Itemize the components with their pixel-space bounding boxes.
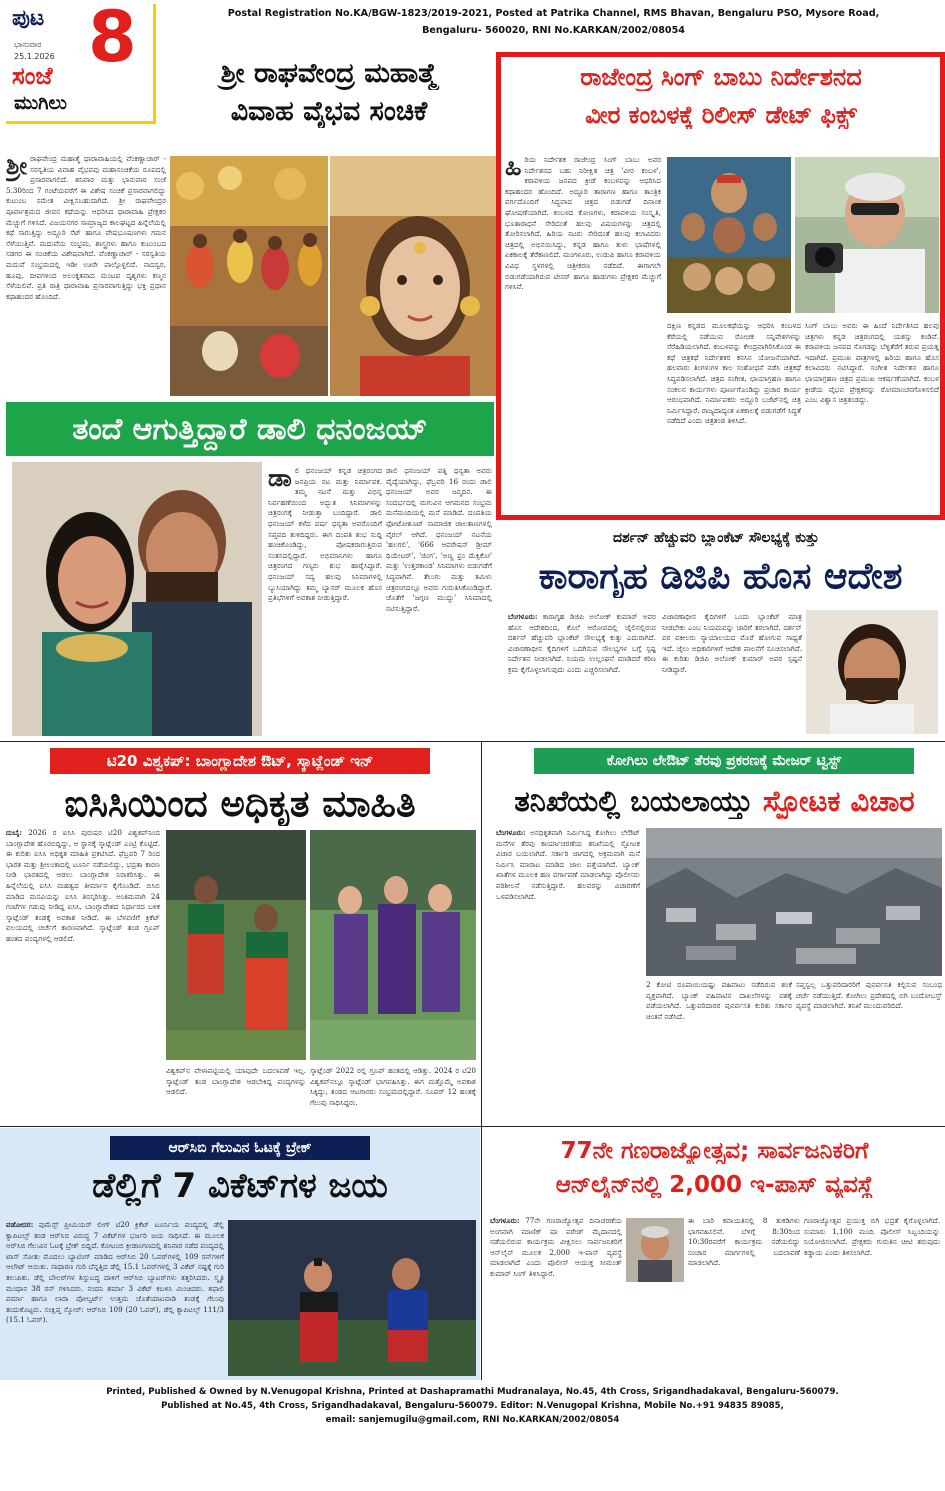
rcb-players-photo (228, 1220, 476, 1376)
dhananjay-headline-band (6, 402, 494, 456)
masthead-title-sanje: ಸಂಜೆ (12, 62, 53, 90)
dhananjay-couple-photo (12, 462, 262, 736)
story-jail (496, 520, 945, 740)
republic-body-col2: ಈ ಬಾರಿ ಕವಾಯತಿನಲ್ಲಿ 8 ತುಕಡಿಗಳು ಭಾಗವಹಿಸಲಿವೆ. ಬೆಳಿಗ್ಗೆ 8:30ರಿಂದ 10:30ರವರೆಗೆ ಕಾರ್ಯಕ್ರಮ ನಡೆಯಲಿದ್ದು ಸಂಚಾರ ಮಾರ್ಗಗಳಲ್ಲಿ ಬದಲಾವಣೆ ಮಾಡಲಾಗಿದೆ. (688, 1216, 800, 1268)
registration-line-1: Postal Registration No.KA/BGW-1823/2019-2021, Posted at Patrika Channel, RMS Bhavan, Bengaluru PSO, Mysore Road, (227, 8, 880, 19)
story-icc (0, 740, 480, 1128)
masthead-title-mugilu: ಮುಗಿಲು (14, 92, 67, 114)
kambala-body-col2: ದಕ್ಷಿಣ ಕನ್ನಡದ ಮೂಲಕಥೆಯನ್ನು ಆಧರಿಸಿ ಕಂಬಳದ ಕೆರೆಯಲ್ಲಿ ನಡೆಯುವ ರೋಚಕ ಸನ್ನಿವೇಶಗಳನ್ನು ಸೆರೆಹಿಡಿಯಲಾಗಿದೆ. ಕಂಬಳವನ್ನು ಕೇಂದ್ರವಾಗಿರಿಸಿಕೊಂಡ ಈ ಕಥೆ ಚಿತ್ರಕಥೆ ನಿರ್ದೇಶಕರ ಕನಸಿನ ಯೋಜನೆಯಾಗಿದೆ. ಹಲವಾರು ತಿಂಗಳುಗಳ ಕಾಲ ಸಂಶೋಧನೆ ನಡೆಸಿ ಚಿತ್ರಕಥೆ ಸಿದ್ಧಪಡಿಸಲಾಗಿದೆ. ಚಿತ್ರದ ಸಂಗೀತ, ಛಾಯಾಗ್ರಹಣ ಹಾಗೂ ಸಂಕಲನ ಕಾರ್ಯಗಳು ಪೂರ್ಣಗೊಂಡಿದ್ದು ಪ್ರಚಾರ ಕಾರ್ಯ ಆರಂಭವಾಗಿದೆ. ನಿರ್ಮಾಪಕರು ಅದ್ದೂರಿ ಬಜೆಟ್‌ನಲ್ಲಿ ಚಿತ್ರ ನಿರ್ಮಿಸಿದ್ದಾರೆ. ರಾಜ್ಯದಾದ್ಯಂತ ಏಕಕಾಲಕ್ಕೆ ಬಿಡುಗಡೆಗೆ ಸಿದ್ಧತೆ ನಡೆದಿದೆ ಎಂದು ಚಿತ್ರತಂಡ ತಿಳಿಸಿದೆ. (667, 321, 801, 426)
story-blast (484, 740, 945, 1128)
wedding-drop-cap: ಶ್ರೀ (6, 154, 28, 180)
kambala-director-photo (795, 157, 939, 313)
jail-darshan-photo (806, 610, 938, 734)
icc-body-col1-text: 2026 ರ ಐಸಿಸಿ ಪುರುಷರ ಟಿ20 ವಿಶ್ವಕಪ್‌ನಿಂದ ಬಾಂಗ್ಲಾದೇಶ ಹೊರಬಿದ್ದಿದ್ದು, ಆ ಸ್ಥಾನಕ್ಕೆ ಸ್ಕಾಟ್ಲೆಂಡ್ ಎಂಟ್ರಿ ಕೊಟ್ಟಿದೆ. ಈ ಕುರಿತು ಐಸಿಸಿ ಅಧಿಕೃತ ಮಾಹಿತಿ ಪ್ರಕಟಿಸಿದೆ. ಫೆಬ್ರವರಿ 7 ರಿಂದ ಭಾರತ ಮತ್ತು ಶ್ರೀಲಂಕಾದಲ್ಲಿ ಟೂರ್ನಿ ನಡೆಯಲಿದ್ದು, ಭದ್ರತಾ ಕಾರಣ ನೀಡಿ ಭಾರತದಲ್ಲಿ ಆಡಲು ಬಾಂಗ್ಲಾದೇಶ ನಿರಾಕರಿಸಿತ್ತು. ಈ ಹಿನ್ನೆಲೆಯಲ್ಲಿ ಐಸಿಸಿ ಮಹತ್ವದ ತೀರ್ಮಾನ ಕೈಗೊಂಡಿದೆ. ಬಿಸಿಬಿ ಮಾಡಿದ ಮನವಿಯನ್ನು ಐಸಿಸಿ ತಿರಸ್ಕರಿಸಿತ್ತು. ಅಂತಿಮವಾಗಿ 24 ಗಂಟೆಗಳ ಗಡುವು ನೀಡಿದ್ದ ಐಸಿಸಿ, ಬಾಂಗ್ಲಾದೇಶದ ನಿರ್ಧಾರದ ಬಳಿಕ ಸ್ಕಾಟ್ಲೆಂಡ್ ತಂಡಕ್ಕೆ ಅವಕಾಶ ನೀಡಿದೆ. ಈ ಬೆಳವಣಿಗೆ ಕ್ರಿಕೆಟ್ ವಲಯದಲ್ಲಿ ಚರ್ಚೆಗೆ ಕಾರಣವಾಗಿದೆ. ಸ್ಕಾಟ್ಲೆಂಡ್ ತಂಡ ಗ್ರೂಪ್ ಹಂತದ ಪಂದ್ಯಗಳಲ್ಲಿ ಆಡಲಿದೆ. (6, 828, 160, 943)
wedding-bride-photo (330, 156, 496, 396)
icc-body-col1 (6, 828, 160, 1124)
blast-rubble-photo (646, 828, 942, 976)
dhananjay-drop-cap: ಡಾ (268, 466, 292, 492)
republic-body-col1 (490, 1216, 622, 1376)
icc-body-col2: ವಿಶ್ವಕಪ್‌ನ ವೇಳಾಪಟ್ಟಿಯಲ್ಲಿ ಯಾವುದೇ ಬದಲಾವಣೆ ಇಲ್ಲ. ಸ್ಕಾಟ್ಲೆಂಡ್ ತಂಡ ಬಾಂಗ್ಲಾದೇಶ ಆಡಬೇಕಿದ್ದ ಪಂದ್ಯಗಳನ್ನು ಆಡಲಿದೆ. (166, 1066, 306, 1097)
jail-headline: ಕಾರಾಗೃಹ ಡಿಜಿಪಿ ಹೊಸ ಆದೇಶ (538, 556, 903, 597)
blast-kicker-band (534, 748, 914, 774)
divider-mid-column-lower (481, 742, 482, 1380)
wedding-headline-1: ಶ್ರೀ ರಾಘವೇಂದ್ರ ಮಹಾತ್ಮೆ (220, 58, 438, 89)
blast-body-col2: 2 ಕೋಟಿ ರೂಪಾಯಿಯಷ್ಟು ವಹಿವಾಟು ನಡೆದಿರುವ ಶಂಕೆ ವ್ಯಕ್ತವಾಗಿದೆ. ಬ್ಯಾಂಕ್ ವಹಿವಾಟಿನ ದಾಖಲೆಗಳನ್ನು ವಶಕ್ಕೆ ಪಡೆಯಲಾಗಿದೆ. ಒತ್ತುವರಿದಾರರ ಪುನರ್ವಸತಿ ಕುರಿತು ಸರ್ಕಾರ ಚಿಂತನೆ ನಡೆಸಿದೆ. (646, 980, 792, 1021)
page-number: 8 (88, 0, 137, 78)
dhananjay-body-col1 (268, 466, 382, 736)
rcb-kicker-band (110, 1136, 370, 1160)
blast-body-col1-text: ಅನಧಿಕೃತವಾಗಿ ನಿರ್ಮಿಸಿದ್ದ ಕೋಗಿಲು ಲೇಔಟ್ ಮನೆಗಳ ತೆರವು ಕಾರ್ಯಾಚರಣೆಯ ತನಿಖೆಯಲ್ಲಿ ಸ್ಫೋಟಕ ವಿಚಾರ ಬಯಲಾಗಿದೆ. ಸರ್ಕಾರಿ ಜಾಗದಲ್ಲಿ ಅಕ್ರಮವಾಗಿ ಮನೆ ನಿರ್ಮಿಸಿ ಮಾರಾಟ ಮಾಡಿದ ಜಾಲ ಪತ್ತೆಯಾಗಿದೆ. ಬ್ಯಾಂಕ್ ಖಾತೆಗಳ ಮೂಲಕ ಹಣ ವರ್ಗಾವಣೆ ಮಾಡಲಾಗಿದ್ದು ಪೊಲೀಸರು ಪರಿಶೀಲನೆ ನಡೆಸುತ್ತಿದ್ದಾರೆ. ಹಲವರನ್ನು ವಿಚಾರಣೆಗೆ ಒಳಪಡಿಸಲಾಗಿದೆ. (496, 828, 640, 901)
rcb-kicker: ಆರ್‌ಸಿಬಿ ಗೆಲುವಿನ ಓಟಕ್ಕೆ ಬ್ರೇಕ್ (168, 1140, 312, 1156)
issue-day: ಭಾನುವಾರ (14, 40, 42, 49)
story-kambala (496, 52, 945, 520)
jail-body-col2: ವಿಚಾರಣಾಧೀನ ಕೈದಿಗಳಿಗೆ ಒಂದು ಬ್ಲಾಂಕೆಟ್ ಮಾತ್ರ ನೀಡಬೇಕು ಎಂಬ ನಿಯಮವನ್ನು ಜಾರಿಗೆ ತರಲಾಗಿದೆ. ದರ್ಶನ್ ಪರ ವಕೀಲರು ನ್ಯಾಯಾಲಯದ ಮೊರೆ ಹೋಗುವ ಸಾಧ್ಯತೆ ಇದೆ. ಜೈಲು ಅಧಿಕಾರಿಗಳಿಗೆ ಆದೇಶ ಪಾಲನೆಗೆ ಸೂಚಿಸಲಾಗಿದೆ. ಈ ಕುರಿತು ಡಿಜಿಪಿ ಅಲೋಕ್ ಕುಮಾರ್ ಅವರ ಸ್ಪಷ್ಟನೆ ನೀಡಿದ್ದಾರೆ. (662, 612, 802, 674)
republic-headline-2: ಆನ್‌ಲೈನ್‌ನಲ್ಲಿ 2,000 ಇ-ಪಾಸ್ ವ್ಯವಸ್ಥೆ (555, 1172, 874, 1198)
wedding-headline-2: ವಿವಾಹ ವೈಭವ ಸಂಚಿಕೆ (230, 96, 428, 127)
divider-above-icc (0, 741, 945, 742)
wedding-ceremony-photo (170, 156, 328, 396)
blast-body-col1 (496, 828, 640, 1124)
republic-body-col1-text: 77ನೇ ಗಣರಾಜ್ಯೋತ್ಸವ ದಿನಾಚರಣೆಯ ಅಂಗವಾಗಿ ಮಾಣಿಕ್ ಷಾ ಪರೇಡ್ ಮೈದಾನದಲ್ಲಿ ನಡೆಯಲಿರುವ ಕಾರ್ಯಕ್ರಮ ವೀಕ್ಷಿಸಲು ಸಾರ್ವಜನಿಕರಿಗೆ ಆನ್‌ಲೈನ್ ಮೂಲಕ 2,000 ಇ-ಪಾಸ್ ವ್ಯವಸ್ಥೆ ಮಾಡಲಾಗಿದೆ ಎಂದು ಪೊಲೀಸ್ ಆಯುಕ್ತ ಸೀಮಂತ್ ಕುಮಾರ್ ಸಿಂಗ್ ತಿಳಿಸಿದ್ದಾರೆ. (490, 1216, 622, 1278)
wedding-body-text: ರಾಘವೇಂದ್ರ ಮಹಾತ್ಮೆ ಧಾರಾವಾಹಿಯಲ್ಲಿ ವೆಂಕಣ್ಣಾಚಾರ್ - ಸರಸ್ವತಿಯ ವಿವಾಹ ವೈಭವವು ಮಹಾಸಂಚಿಕೆಯ ರೂಪದಲ್ಲಿ ಪ್ರಸಾರವಾಗಲಿದೆ. ಶನಿವಾರ ಮತ್ತು ಭಾನುವಾರ ಸಂಜೆ 5.30ರಿಂದ 7 ಗಂಟೆಯವರೆಗೆ ಈ ವಿಶೇಷ ಸಂಚಿಕೆ ಪ್ರಸಾರವಾಗಲಿದ್ದು ಕುಟುಂಬ ಸಮೇತ ವೀಕ್ಷಿಸಬಹುದಾಗಿದೆ. ಶ್ರೀ ರಾಘವೇಂದ್ರರ ಪೂರ್ವಾಶ್ರಮದ ಜೀವನ ಕಥೆಯನ್ನು ಆಧರಿಸಿದ ಧಾರಾವಾಹಿ ಪ್ರೇಕ್ಷಕರ ಮೆಚ್ಚುಗೆ ಗಳಿಸಿದೆ. ವಿಜಯನಗರ ಸಾಮ್ರಾಜ್ಯದ ಕಾಲಘಟ್ಟದ ಹಿನ್ನೆಲೆಯಲ್ಲಿ ಕಥೆ ಸಾಗುತ್ತಿದ್ದು ಅದ್ದೂರಿ ಸೆಟ್ ಹಾಗೂ ವೇಷಭೂಷಣಗಳು ಗಮನ ಸೆಳೆಯುತ್ತಿವೆ. ಮದುವೆಯ ಸಂಭ್ರಮ, ಶಾಸ್ತ್ರಗಳು ಹಾಗೂ ಕುಟುಂಬದ ಸಡಗರ ಈ ಸಂಚಿಕೆಯ ವಿಶೇಷವಾಗಿದೆ. ವೆಂಕಣ್ಣಾಚಾರ್ - ಸರಸ್ವತಿಯ ಮದುವೆ ಸಂಭ್ರಮದಲ್ಲಿ ಇಡೀ ಊರೇ ಪಾಲ್ಗೊಳ್ಳಲಿದೆ. ನಾದಸ್ವರ, ಹೂವು, ದೀಪಗಳಿಂದ ಅಲಂಕೃತವಾದ ಮಂಟಪ ದೃಶ್ಯಗಳು ಕಣ್ಮನ ಸೆಳೆಯಲಿವೆ. ಪ್ರತಿ ರಾತ್ರಿ ಧಾರಾವಾಹಿ ಪ್ರಸಾರವಾಗುತ್ತಿದ್ದು ಭಕ್ತಿ ಪ್ರಧಾನ ಕಥಾಹಂದರ ಹೊಂದಿದೆ. (6, 154, 166, 301)
dhananjay-body-col2: ಡಾಲಿ ಧನಂಜಯ್ ಪತ್ನಿ ಧನ್ಯತಾ ಅವರು ವೈದ್ಯೆಯಾಗಿದ್ದು, ಫೆಬ್ರವರಿ 16 ರಂದು ಡಾಲಿ ಧನಂಜಯ್ ಅವರ ಜನ್ಮದಿನ. ಈ ಸಂದರ್ಭದಲ್ಲಿ ಮಗುವಿನ ಆಗಮನದ ಸಂಭ್ರಮ ಮನೆಮಂದಿಯಲ್ಲಿ ಮನೆ ಮಾಡಿದೆ. ದಂಪತಿಯ ಫೋಟೋಶೂಟ್ ಸಾಮಾಜಿಕ ಜಾಲತಾಣಗಳಲ್ಲಿ ವೈರಲ್ ಆಗಿದೆ. ಧನಂಜಯ್ ನಟನೆಯ 'ಹಲಗಲಿ', '666 ಆಪರೇಷನ್ ಡ್ರೀಮ್ ಥಿಯೇಟರ್', 'ಜಿಂಗ', 'ಅಣ್ಣ ಫ್ರಂ ಮೆಕ್ಸಿಕೋ' ಮತ್ತು 'ಉತ್ತರಕಾಂಡ' ಸಿನಿಮಾಗಳು ಬಿಡುಗಡೆಗೆ ಸಿದ್ಧವಾಗಿವೆ. ತೆಲುಗು ಮತ್ತು ತಮಿಳು ಚಿತ್ರರಂಗದಲ್ಲೂ ಅವರು ಗುರುತಿಸಿಕೊಂಡಿದ್ದಾರೆ. ಜೊತೆಗೆ 'ಜಗ್ಗಣ ಮುದ್ದು' ಸಿನಿಮಾದಲ್ಲಿ ನಟಿಸುತ್ತಿದ್ದಾರೆ. (386, 466, 492, 613)
icc-bangladesh-photo (166, 830, 306, 1060)
story-wedding (0, 52, 496, 400)
jail-body-col1 (508, 612, 656, 736)
rcb-body (6, 1220, 224, 1376)
kambala-poster-photo (667, 157, 791, 313)
icc-scotland-photo (310, 830, 476, 1060)
kambala-drop-cap: ಹಿ (505, 155, 522, 181)
icc-dateline: ದುಬೈ: (6, 828, 22, 837)
rcb-headline: ಡೆಲ್ಲಿಗೆ 7 ವಿಕೆಟ್‌ಗಳ ಜಯ (92, 1166, 388, 1206)
registration-line-2: Bengaluru- 560020, RNI No.KARKAN/2002/08054 (422, 25, 685, 36)
wedding-body (6, 154, 166, 400)
kambala-body-col1 (505, 155, 661, 321)
icc-headline: ಐಸಿಸಿಯಿಂದ ಅಧಿಕೃತ ಮಾಹಿತಿ (64, 782, 416, 825)
blast-body-col3: ಸಪ್ತಸ್ವಲ್ಪ ಒತ್ತುವರಿದಾರರಿಗೆ ಪುನರ್ವಸತಿ ಕಲ್ಪಿಸುವ ಸಂಬಂಧ ಚರ್ಚೆ ನಡೆಯುತ್ತಿದೆ. ಕೋಗಿಲು ಪ್ರದೇಶದಲ್ಲಿ ಬಿಗಿ ಬಂದೋಬಸ್ತ್ ವ್ಯವಸ್ಥೆ ಮಾಡಲಾಗಿದೆ. ತನಿಖೆ ಮುಂದುವರಿದಿದೆ. (796, 980, 942, 1011)
jail-kicker-band (556, 526, 876, 550)
dhananjay-headline: ತಂದೆ ಆಗುತ್ತಿದ್ದಾರೆ ಡಾಲಿ ಧನಂಜಯ್ (72, 411, 428, 447)
icc-body-col3: ಸ್ಕಾಟ್ಲೆಂಡ್ 2022 ರಲ್ಲಿ ಗ್ರೂಪ್ ಹಂತದಲ್ಲಿ ಆಡಿತ್ತು. 2024 ರ ಟಿ20 ವಿಶ್ವಕಪ್‌ನಲ್ಲೂ ಸ್ಕಾಟ್ಲೆಂಡ್ ಭಾಗವಹಿಸಿತ್ತು. ಈಗ ಮತ್ತೊಮ್ಮೆ ಅವಕಾಶ ಸಿಕ್ಕಿದ್ದು, ತಂಡದ ಆಟಗಾರರು ಸಂಭ್ರಮದಲ್ಲಿದ್ದಾರೆ. ಸೂಪರ್ 12 ಹಂತಕ್ಕೆ ಗೆಲುವು ಸಾಧಿಸಿದ್ದರು. (310, 1066, 476, 1107)
story-republic (484, 1128, 945, 1380)
footer (0, 1382, 945, 1491)
blast-kicker: ಕೋಗಿಲು ಲೇಔಟ್ ತೆರವು ಪ್ರಕರಣಕ್ಕೆ ಮೇಜರ್ ಟ್ವಿಸ್ಟ್ (606, 753, 842, 769)
story-rcb (0, 1128, 480, 1380)
kambala-body-col1-text: ರಿಯ ನಿರ್ದೇಶಕ ರಾಜೇಂದ್ರ ಸಿಂಗ್ ಬಾಬು ಅವರ ನಿರ್ದೇಶನದ ಬಹು ನಿರೀಕ್ಷಿತ ಚಿತ್ರ 'ವೀರ ಕಂಬಳ', ಕರಾವಳಿಯ ಜನಪದ ಕ್ರೀಡೆ ಕಂಬಳವನ್ನು ಆಧರಿಸಿದ ಕಥಾಹಂದರ ಹೊಂದಿದೆ. ಅದ್ದೂರಿ ತಾರಾಗಣ ಹಾಗೂ ತಾಂತ್ರಿಕ ವರ್ಗದೊಂದಿಗೆ ಸಿದ್ಧವಾದ ಚಿತ್ರದ ಬಿಡುಗಡೆ ದಿನಾಂಕ ಘೋಷಣೆಯಾಗಿದೆ. ಕಂಬಳದ ಕೋಣಗಳು, ಕರಾವಳಿಯ ಸಂಸ್ಕೃತಿ, ಭೂತಾರಾಧನೆ ಸೇರಿದಂತೆ ಹಲವು ವಿಷಯಗಳನ್ನು ಚಿತ್ರದಲ್ಲಿ ತೋರಿಸಲಾಗಿದೆ. ಹಿರಿಯ ನಟರು ಸೇರಿದಂತೆ ಹಲವು ಕಲಾವಿದರು ಚಿತ್ರದಲ್ಲಿ ಅಭಿನಯಿಸಿದ್ದು, ಕನ್ನಡ ಹಾಗೂ ತುಳು ಭಾಷೆಗಳಲ್ಲಿ ಏಕಕಾಲಕ್ಕೆ ತೆರೆಕಾಣಲಿದೆ. ಮಂಗಳೂರು, ಉಡುಪಿ ಹಾಗೂ ಕರಾವಳಿಯ ವಿವಿಧ ಸ್ಥಳಗಳಲ್ಲಿ ಚಿತ್ರೀಕರಣ ನಡೆದಿದೆ. ಈಗಾಗಲೇ ಬಿಡುಗಡೆಯಾಗಿರುವ ಟೀಸರ್ ಹಾಗೂ ಹಾಡುಗಳು ಪ್ರೇಕ್ಷಕರ ಮೆಚ್ಚುಗೆ ಗಳಿಸಿವೆ. (505, 155, 661, 292)
story-dhananjay (0, 400, 496, 740)
divider-under-icc-blast (0, 1126, 945, 1127)
republic-headline-1: 77ನೇ ಗಣರಾಜ್ಯೋತ್ಸವ; ಸಾರ್ವಜನಿಕರಿಗೆ (560, 1138, 869, 1164)
blast-headline (488, 784, 941, 819)
blast-headline-part1: ತನಿಖೆಯಲ್ಲಿ ಬಯಲಾಯ್ತು (514, 784, 753, 818)
jail-dateline: ಬೆಂಗಳೂರು: (508, 612, 538, 621)
footer-line-3: email: sanjemugilu@gmail.com, RNI No.KARKAN/2002/08054 (325, 1415, 620, 1425)
dhananjay-body-col1-text: ಲಿ ಧನಂಜಯ್ ಕನ್ನಡ ಚಿತ್ರರಂಗದ ಜನಪ್ರಿಯ ನಟ ಮತ್ತು ನಿರ್ಮಾಪಕ. ತಮ್ಮ ನಟನೆ ಮತ್ತು ವಿಭಿನ್ನ ನಿರ್ವಹಣೆಯಿಂದ ಅದ್ಭುತ ಸಿನಿಮಾಗಳನ್ನು ಚಿತ್ರರಂಗಕ್ಕೆ ನೀಡುತ್ತಾ ಬಂದಿದ್ದಾರೆ. ಡಾಲಿ ಧನಂಜಯ್ ಕಳೆದ ವರ್ಷ ಧನ್ಯತಾ ಅವರೊಂದಿಗೆ ಸಪ್ತಪದಿ ತುಳಿದಿದ್ದರು. ಈಗ ದಂಪತಿ ಶುಭ ಸುದ್ದಿ ಹಂಚಿಕೊಂಡಿದ್ದು, ಪೋಷಕರಾಗುತ್ತಿರುವ ಸಂತಸದಲ್ಲಿದ್ದಾರೆ. ಅಭಿಮಾನಿಗಳು ಹಾಗೂ ಚಿತ್ರರಂಗದ ಗಣ್ಯರು ಶುಭ ಹಾರೈಸಿದ್ದಾರೆ. ಧನಂಜಯ್ ಸದ್ಯ ಹಲವು ಸಿನಿಮಾಗಳಲ್ಲಿ ಬ್ಯುಸಿಯಾಗಿದ್ದು ತಮ್ಮ ಬ್ಯಾನರ್ ಮೂಲಕ ಹೊಸ ಪ್ರತಿಭೆಗಳಿಗೆ ಅವಕಾಶ ನೀಡುತ್ತಿದ್ದಾರೆ. (268, 466, 382, 603)
issue-date: 25.1.2026 (14, 52, 55, 61)
kambala-headline-1: ರಾಜೇಂದ್ರ ಸಿಂಗ್ ಬಾಬು ನಿರ್ದೇಶನದ (580, 63, 862, 91)
jail-kicker: ದರ್ಶನ್ ಹೆಚ್ಚುವರಿ ಬ್ಲಾಂಕೆಟ್ ಸೌಲಭ್ಯಕ್ಕೆ ಕುತ್ತು (613, 530, 819, 546)
blast-headline-part2: ಸ್ಫೋಟಕ ವಿಚಾರ (762, 784, 915, 818)
footer-line-1: Printed, Published & Owned by N.Venugopal Krishna, Printed at Dashapramathi Mudranalaya, No.45, 4th Cross, Srigandhadakaval, Bengaluru-560079. (106, 1387, 839, 1397)
blast-dateline: ಬೆಂಗಳೂರು: (496, 828, 526, 837)
kambala-body-col3: ಸಿಂಗ್ ಬಾಬು ಅವರು ಈ ಹಿಂದೆ ನಿರ್ದೇಶಿಸಿದ ಹಲವು ಚಿತ್ರಗಳು ಕನ್ನಡ ಚಿತ್ರರಂಗದಲ್ಲಿ ಯಶಸ್ಸು ಕಂಡಿವೆ. ಕರಾವಳಿಯ ಜನಪದ ಸೊಗಡನ್ನು ಬೆಳ್ಳಿತೆರೆಗೆ ತರುವ ಪ್ರಯತ್ನ ಇದಾಗಿದೆ. ಪ್ರಮುಖ ಪಾತ್ರಗಳಲ್ಲಿ ಹಿರಿಯ ಹಾಗೂ ಹೊಸ ಕಲಾವಿದರು ನಟಿಸಿದ್ದಾರೆ. ಸಂಗೀತ ನಿರ್ದೇಶನ ಹಾಗೂ ಛಾಯಾಗ್ರಹಣ ಚಿತ್ರದ ಪ್ರಮುಖ ಆಕರ್ಷಣೆಯಾಗಿದೆ. ಕಂಬಳ ಕ್ರೀಡೆಯ ವೈಭವ ಪ್ರೇಕ್ಷಕರನ್ನು ರೋಮಾಂಚನಗೊಳಿಸಲಿದೆ ಎಂಬ ವಿಶ್ವಾಸ ಚಿತ್ರತಂಡದ್ದು. (805, 321, 939, 405)
kambala-headline-2: ವೀರ ಕಂಬಳಕ್ಕೆ ರಿಲೀಸ್ ಡೇಟ್ ಫಿಕ್ಸ್ (585, 101, 857, 129)
republic-commissioner-photo (626, 1218, 684, 1282)
jail-body-col1-text: ಕಾರಾಗೃಹ ಡಿಜಿಪಿ ಅಲೋಕ್ ಕುಮಾರ್ ಅವರ ಹೊಸ ಆದೇಶದಿಂದ, ಕೊಲೆ ಆರೋಪದಲ್ಲಿ ಜೈಲಿನಲ್ಲಿರುವ ದರ್ಶನ್ ಹೆಚ್ಚುವರಿ ಬ್ಲಾಂಕೆಟ್ ಸೌಲಭ್ಯಕ್ಕೆ ಕುತ್ತು ಎದುರಾಗಿದೆ. ವಿಚಾರಣಾಧೀನ ಕೈದಿಗಳಿಗೆ ಒದಗಿಸುವ ಸೌಲಭ್ಯಗಳ ಬಗ್ಗೆ ಸ್ಪಷ್ಟ ನಿರ್ದೇಶನ ನೀಡಲಾಗಿದೆ. ನಿಯಮ ಉಲ್ಲಂಘನೆ ಮಾಡಿದರೆ ಕಠಿಣ ಕ್ರಮ ಕೈಗೊಳ್ಳಲಾಗುವುದು ಎಂದು ಎಚ್ಚರಿಸಲಾಗಿದೆ. (508, 612, 656, 674)
icc-kicker-band (50, 748, 430, 774)
republic-body-col3: ಗಣರಾಜ್ಯೋತ್ಸವ ಪ್ರಯುಕ್ತ ಬಿಗಿ ಭದ್ರತೆ ಕೈಗೊಳ್ಳಲಾಗಿದೆ. ಸುಮಾರು 1,100 ಮಂದಿ ಪೊಲೀಸ್ ಸಿಬ್ಬಂದಿಯನ್ನು ನಿಯೋಜಿಸಲಾಗಿದೆ. ಪ್ರೇಕ್ಷಕರು ಗುರುತಿನ ಚೀಟಿ ತರುವುದು ಕಡ್ಡಾಯ ಎಂದು ತಿಳಿಸಲಾಗಿದೆ. (804, 1216, 940, 1257)
rcb-body-text: ವುಮೆನ್ಸ್ ಪ್ರೀಮಿಯರ್ ಲೀಗ್ ಟಿ20 ಕ್ರಿಕೆಟ್ ಟೂರ್ನಿಯ ಪಂದ್ಯದಲ್ಲಿ ಡೆಲ್ಲಿ ಕ್ಯಾಪಿಟಲ್ಸ್ ತಂಡ ಆರ್‌ಸಿಬಿ ವಿರುದ್ಧ 7 ವಿಕೆಟ್‌ಗಳ ಭರ್ಜರಿ ಜಯ ಸಾಧಿಸಿದೆ. ಈ ಮೂಲಕ ಆರ್‌ಸಿಬಿ ಗೆಲುವಿನ ಓಟಕ್ಕೆ ಬ್ರೇಕ್ ಬಿದ್ದಿದೆ. ಕೋಟಂಬಿ ಕ್ರೀಡಾಂಗಣದಲ್ಲಿ ಶನಿವಾರ ನಡೆದ ಪಂದ್ಯದಲ್ಲಿ ಟಾಸ್ ಸೋತು ಮೊದಲು ಬ್ಯಾಟಿಂಗ್ ಮಾಡಿದ ಆರ್‌ಸಿಬಿ 20 ಓವರ್‌ಗಳಲ್ಲಿ 109 ರನ್‌ಗಳಿಗೆ ಆಲೌಟ್ ಆಯಿತು. ಸಾಧಾರಣ ಗುರಿ ಬೆನ್ನತ್ತಿದ ಡೆಲ್ಲಿ 15.1 ಓವರ್‌ಗಳಲ್ಲಿ 3 ವಿಕೆಟ್ ನಷ್ಟಕ್ಕೆ ಗುರಿ ತಲುಪಿತು. ಡೆಲ್ಲಿ ಬೌಲರ್‌ಗಳ ಶಿಸ್ತುಬದ್ಧ ದಾಳಿಗೆ ಆರ್‌ಸಿಬಿ ಬ್ಯಾಟರ್‌ಗಳು ತತ್ತರಿಸಿದರು. ಸ್ಮೃತಿ ಮಂಧಾನ 38 ರನ್ ಗಳಿಸಿದರು. ನಂದನಿ ಶರ್ಮಾ 3 ವಿಕೆಟ್ ಕಬಳಿಸಿ ಮಿಂಚಿದರು. ಶಫಾಲಿ ವರ್ಮಾ ಹಾಗೂ ಲಾರಾ ವೋಲ್ವರ್ಟ್ ಉತ್ತಮ ಜೊತೆಯಾಟವಾಡಿ ತಂಡಕ್ಕೆ ಗೆಲುವು ತಂದುಕೊಟ್ಟರು. ಸಂಕ್ಷಿಪ್ತ ಸ್ಕೋರ್: ಆರ್‌ಸಿಬಿ 109 (20 ಓವರ್), ಡೆಲ್ಲಿ ಕ್ಯಾಪಿಟಲ್ಸ್ 111/3 (15.1 ಓವರ್). (6, 1220, 224, 1325)
republic-dateline: ಬೆಂಗಳೂರು: (490, 1216, 520, 1225)
rcb-dateline: ವಡೋದರ: (6, 1220, 34, 1229)
page-word: ಪುಟ (12, 6, 45, 31)
icc-kicker: ಟಿ20 ವಿಶ್ವಕಪ್: ಬಾಂಗ್ಲಾದೇಶ ಔಟ್, ಸ್ಕಾಟ್ಲೆಂಡ್ ಇನ್ (106, 752, 374, 770)
footer-line-2: Published at No.45, 4th Cross, Srigandhadakaval, Bengaluru-560079. Editor: N.Venugopal Krishna, Mobile No.+91 94835 89085, (161, 1401, 784, 1411)
